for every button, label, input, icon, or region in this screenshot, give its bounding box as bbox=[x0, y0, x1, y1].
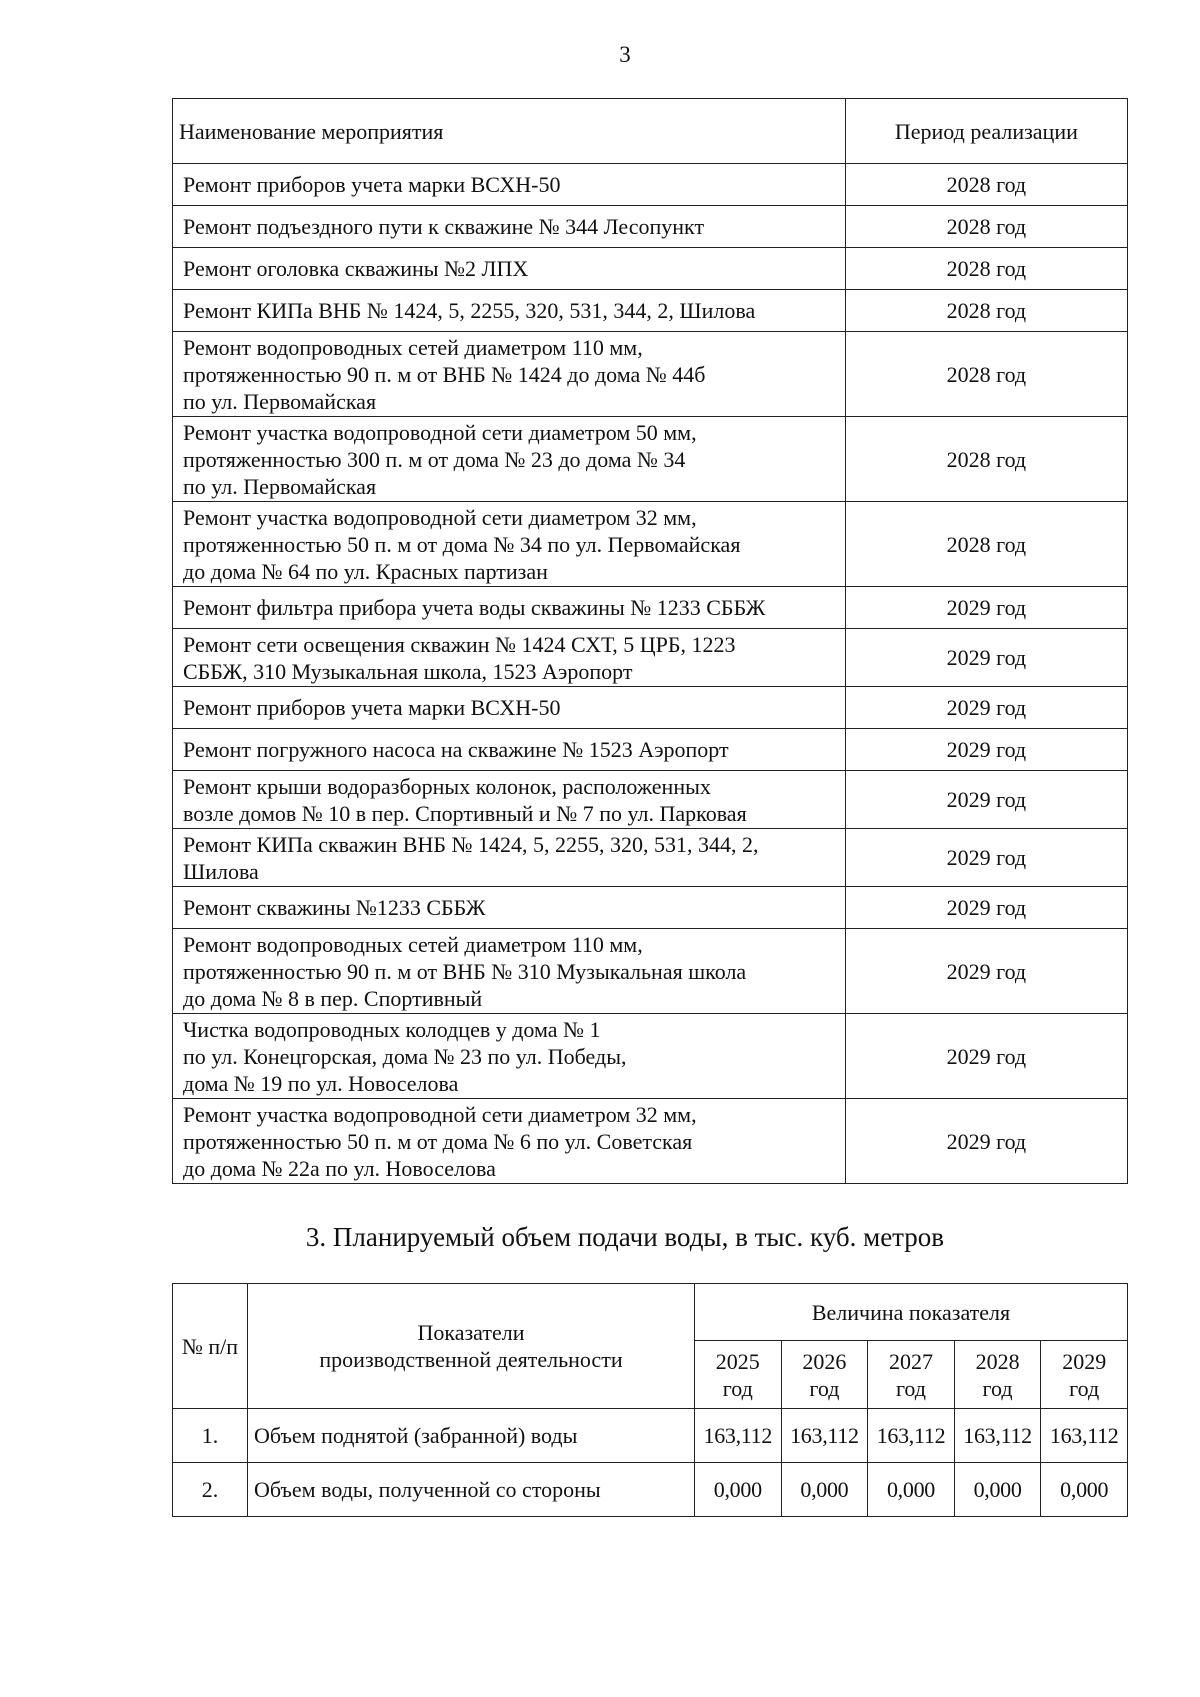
table-row bbox=[173, 502, 1128, 587]
indicator-value: 0,000 bbox=[781, 1463, 868, 1517]
measure-period: 2028 год bbox=[845, 417, 1127, 502]
measure-period: 2029 год bbox=[845, 1014, 1127, 1099]
measure-name: Ремонт подъездного пути к скважине № 344 Лесопункт bbox=[173, 206, 846, 248]
table-row bbox=[173, 1409, 1128, 1463]
table-row bbox=[173, 206, 1128, 248]
indicator-value: 163,112 bbox=[695, 1409, 782, 1463]
measure-period: 2029 год bbox=[845, 887, 1127, 929]
table-row bbox=[173, 929, 1128, 1014]
row-number: 2. bbox=[173, 1463, 248, 1517]
measure-name: Ремонт водопроводных сетей диаметром 110 мм, протяженностью 90 п. м от ВНБ № 1424 до дома № 44б по ул. Первомайская bbox=[173, 332, 846, 417]
measure-name: Ремонт участка водопроводной сети диаметром 32 мм, протяженностью 50 п. м от дома № 34 по ул. Первомайская до дома № 64 по ул. Красных партизан bbox=[173, 502, 846, 587]
measures-body bbox=[173, 164, 1128, 1184]
table-row bbox=[173, 829, 1128, 887]
measure-name: Ремонт сети освещения скважин № 1424 СХТ, 5 ЦРБ, 1223 СББЖ, 310 Музыкальная школа, 1523 Аэропорт bbox=[173, 629, 846, 687]
volume-header-num: № п/п bbox=[173, 1284, 248, 1409]
measures-table bbox=[172, 98, 1128, 1184]
measure-period: 2029 год bbox=[845, 771, 1127, 829]
indicator-value: 163,112 bbox=[954, 1409, 1041, 1463]
table-row bbox=[173, 587, 1128, 629]
volume-header-indicator: Показатели производственной деятельности bbox=[248, 1284, 695, 1409]
measure-name: Ремонт крыши водоразборных колонок, расположенных возле домов № 10 в пер. Спортивный и № 7 по ул. Парковая bbox=[173, 771, 846, 829]
measure-period: 2029 год bbox=[845, 687, 1127, 729]
year-header: 2028 год bbox=[954, 1341, 1041, 1409]
table-row bbox=[173, 629, 1128, 687]
row-number: 1. bbox=[173, 1409, 248, 1463]
measure-period: 2028 год bbox=[845, 332, 1127, 417]
measure-name: Ремонт участка водопроводной сети диаметром 32 мм, протяженностью 50 п. м от дома № 6 по ул. Советская до дома № 22а по ул. Новоселова bbox=[173, 1099, 846, 1184]
table-row bbox=[173, 1463, 1128, 1517]
volume-table bbox=[172, 1283, 1128, 1517]
table-row bbox=[173, 771, 1128, 829]
measure-period: 2029 год bbox=[845, 729, 1127, 771]
measure-period: 2029 год bbox=[845, 829, 1127, 887]
measure-name: Ремонт КИПа ВНБ № 1424, 5, 2255, 320, 531, 344, 2, Шилова bbox=[173, 290, 846, 332]
table-row bbox=[173, 417, 1128, 502]
measure-name: Ремонт оголовка скважины №2 ЛПХ bbox=[173, 248, 846, 290]
measures-header-name: Наименование мероприятия bbox=[173, 99, 846, 164]
measure-name: Ремонт водопроводных сетей диаметром 110 мм, протяженностью 90 п. м от ВНБ № 310 Музыкальная школа до дома № 8 в пер. Спортивный bbox=[173, 929, 846, 1014]
page-number: 3 bbox=[619, 42, 631, 67]
table-row bbox=[173, 164, 1128, 206]
measure-period: 2028 год bbox=[845, 164, 1127, 206]
measure-period: 2029 год bbox=[845, 629, 1127, 687]
measure-period: 2028 год bbox=[845, 290, 1127, 332]
measures-header-row bbox=[173, 99, 1128, 164]
table-row bbox=[173, 729, 1128, 771]
table-row bbox=[173, 887, 1128, 929]
measure-name: Чистка водопроводных колодцев у дома № 1 по ул. Конецгорская, дома № 23 по ул. Победы, дома № 19 по ул. Новоселова bbox=[173, 1014, 846, 1099]
indicator-value: 0,000 bbox=[954, 1463, 1041, 1517]
year-header: 2027 год bbox=[868, 1341, 955, 1409]
year-header: 2025 год bbox=[695, 1341, 782, 1409]
measure-period: 2029 год bbox=[845, 1099, 1127, 1184]
measure-name: Ремонт приборов учета марки ВСХН-50 bbox=[173, 687, 846, 729]
indicator-value: 0,000 bbox=[695, 1463, 782, 1517]
section-title: 3. Планируемый объем подачи воды, в тыс. куб. метров bbox=[305, 1222, 945, 1252]
table-row bbox=[173, 248, 1128, 290]
measure-name: Ремонт участка водопроводной сети диаметром 50 мм, протяженностью 300 п. м от дома № 23 до дома № 34 по ул. Первомайская bbox=[173, 417, 846, 502]
table-row bbox=[173, 290, 1128, 332]
measure-name: Ремонт приборов учета марки ВСХН-50 bbox=[173, 164, 846, 206]
table-row bbox=[173, 687, 1128, 729]
year-header: 2029 год bbox=[1041, 1341, 1128, 1409]
measure-period: 2028 год bbox=[845, 502, 1127, 587]
measures-header-period: Период реализации bbox=[845, 99, 1127, 164]
table-row bbox=[173, 1099, 1128, 1184]
measure-name: Ремонт погружного насоса на скважине № 1523 Аэропорт bbox=[173, 729, 846, 771]
volume-header-value-group: Величина показателя bbox=[695, 1284, 1128, 1341]
year-header: 2026 год bbox=[781, 1341, 868, 1409]
measure-name: Ремонт КИПа скважин ВНБ № 1424, 5, 2255, 320, 531, 344, 2, Шилова bbox=[173, 829, 846, 887]
measure-period: 2028 год bbox=[845, 206, 1127, 248]
indicator-value: 163,112 bbox=[868, 1409, 955, 1463]
indicator-name: Объем воды, полученной со стороны bbox=[248, 1463, 695, 1517]
indicator-name: Объем поднятой (забранной) воды bbox=[248, 1409, 695, 1463]
volume-body bbox=[173, 1409, 1128, 1517]
indicator-value: 0,000 bbox=[868, 1463, 955, 1517]
measure-period: 2029 год bbox=[845, 929, 1127, 1014]
indicator-value: 0,000 bbox=[1041, 1463, 1128, 1517]
indicator-value: 163,112 bbox=[1041, 1409, 1128, 1463]
table-row bbox=[173, 332, 1128, 417]
measure-period: 2029 год bbox=[845, 587, 1127, 629]
indicator-value: 163,112 bbox=[781, 1409, 868, 1463]
measure-name: Ремонт фильтра прибора учета воды скважины № 1233 СББЖ bbox=[173, 587, 846, 629]
table-row bbox=[173, 1014, 1128, 1099]
volume-header-row-1 bbox=[173, 1284, 1128, 1341]
measure-name: Ремонт скважины №1233 СББЖ bbox=[173, 887, 846, 929]
measure-period: 2028 год bbox=[845, 248, 1127, 290]
